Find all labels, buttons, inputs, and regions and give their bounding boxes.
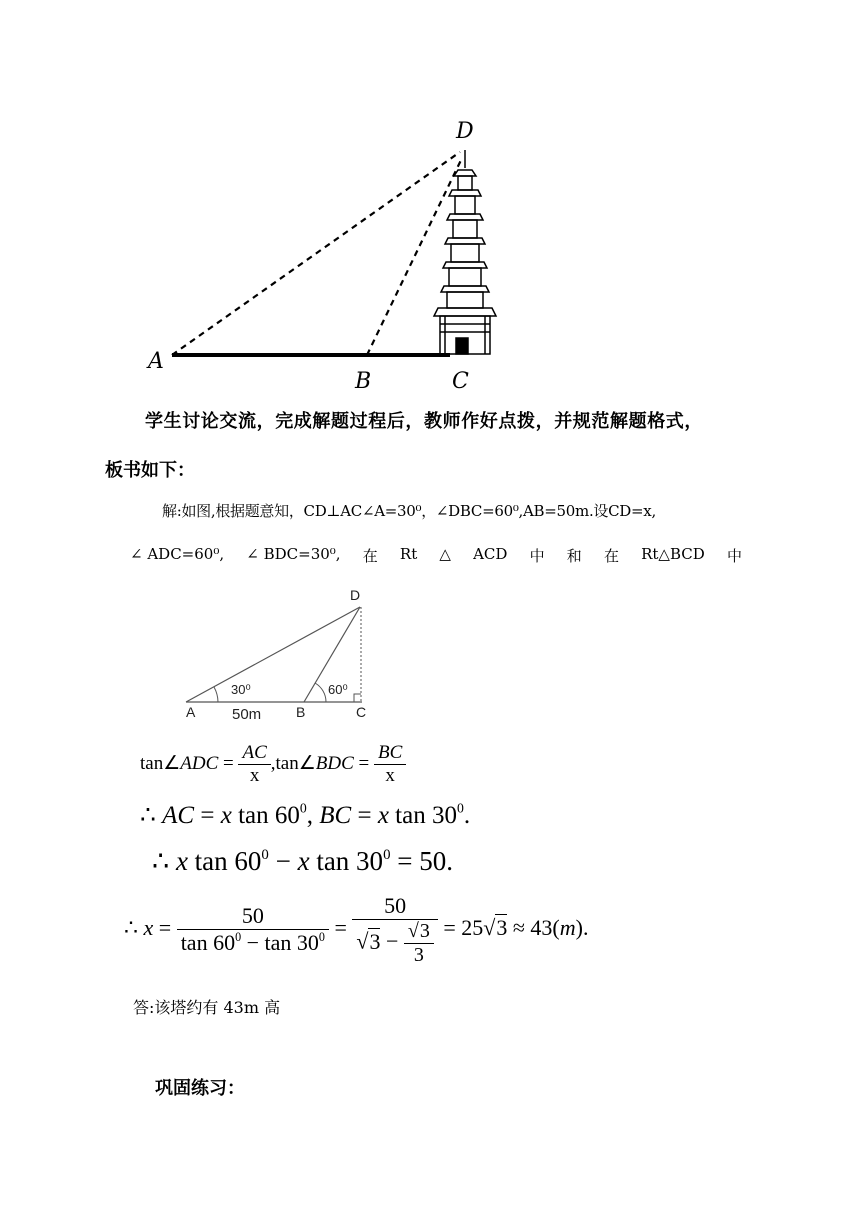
angle-arc-B <box>315 683 326 702</box>
solution-line-1: 解:如图,根据题意知，CD⊥AC∠A=30⁰，∠DBC=60⁰,AB=50m.设CD=x, <box>162 502 656 520</box>
triangle-figure <box>180 585 380 725</box>
pagoda-figure-svg <box>140 110 510 395</box>
sight-line-BD <box>367 158 462 355</box>
label-A: A <box>148 349 164 374</box>
token: 在 <box>603 547 619 565</box>
pagoda-drawing <box>434 150 496 354</box>
equation-3: ∴ x $\tan 60^0 - x$ $\tan 30^0 = 50$. <box>152 846 453 876</box>
angle-label-B: 60⁰ <box>328 682 348 697</box>
token: Rt <box>399 545 418 563</box>
label-C: C <box>452 369 469 394</box>
intro-line-1: 学生讨论交流，完成解题过程后，教师作好点拨，并规范解题格式， <box>145 411 703 432</box>
token: ∠ BDC=30⁰, <box>246 545 341 563</box>
length-label-AB: 50m <box>232 706 262 723</box>
tri-label-B: B <box>296 704 306 720</box>
equation-2: ∴ AC = x $\tan 60^0$, BC = x $\tan 30^0$. <box>140 800 471 829</box>
token: △ <box>439 545 451 563</box>
token: ACD <box>473 545 508 563</box>
answer-text: 答:该塔约有 43m 高 <box>133 998 281 1017</box>
label-B: B <box>355 369 372 394</box>
token: Rt△BCD <box>641 545 705 563</box>
right-angle-mark <box>354 694 361 702</box>
token: 中 <box>726 547 742 565</box>
token: ∠ ADC=60⁰, <box>130 545 225 563</box>
intro-line-2: 板书如下： <box>105 460 195 481</box>
solution-line-2 <box>130 545 742 566</box>
section-title: 巩固练习： <box>155 1078 245 1099</box>
equation-4: ∴ x = $\frac{50}{\tan 60^0 - \tan 30^0}$ = 50 √3 − $\frac{√3}{3}$ = 25√3 ≈ 43(m). <box>124 893 589 966</box>
angle-label-A: 30⁰ <box>231 682 251 697</box>
pagoda-figure <box>140 110 510 395</box>
tri-label-A: A <box>186 704 196 720</box>
angle-arc-A <box>214 687 218 702</box>
tri-label-C: C <box>356 704 367 720</box>
triangle-figure-svg <box>180 585 380 725</box>
equation-1: tan∠ADC = $\frac{AC}{x}$ ,tan∠BDC = $\frac{BC}{x}$ <box>140 742 406 787</box>
tri-label-D: D <box>350 587 361 603</box>
token: 和 <box>566 547 582 565</box>
token: 在 <box>362 547 378 565</box>
token: 中 <box>529 547 545 565</box>
label-D: D <box>456 119 474 144</box>
